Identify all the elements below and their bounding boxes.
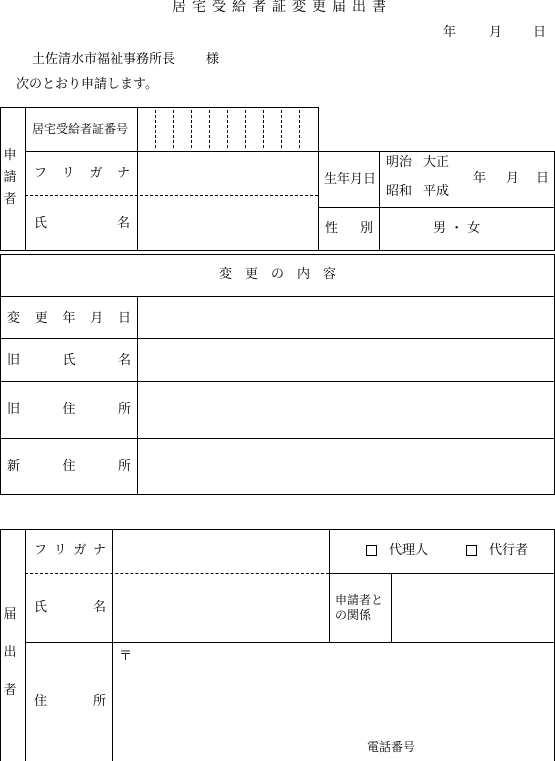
era-heisei: 平成 [423,184,450,199]
rule [391,573,392,642]
furigana-label: フ リ ガ ナ [34,166,130,181]
relation-label-line2: の関係 [335,608,372,622]
proxy-label: 代理人 [389,543,429,558]
submitter-address-field[interactable] [114,666,553,736]
name-label: 氏 名 [34,216,130,231]
agent-label: 代行者 [489,543,529,558]
rule [0,250,555,251]
new-address-label: 新 住 所 [7,459,131,474]
relation-field[interactable] [393,575,553,641]
cert-number-field[interactable] [140,109,316,149]
rule [0,107,1,250]
proxy-checkbox[interactable] [366,545,377,556]
phone-label: 電話番号 [367,740,416,754]
submitter-name-field[interactable] [114,576,327,640]
old-address-field[interactable] [139,383,553,437]
submitter-furigana-label: フ リ ガ ナ [34,543,106,558]
rule [0,338,555,339]
submitter-section-label: 届 出 者 [3,607,17,698]
relation-label-line1: 申請者と [335,593,384,607]
rule [329,529,330,642]
dashed-rule [25,573,329,574]
rule [0,107,318,108]
dashed-rule [25,195,318,196]
rule [0,438,555,439]
birth-day-label: 日 [536,171,550,186]
rule [25,107,26,250]
rule [318,151,555,152]
rule [0,254,555,255]
old-name-label: 旧 氏 名 [7,353,131,368]
rule [137,296,138,494]
old-name-field[interactable] [139,340,553,380]
rule [0,529,1,761]
intro-text: 次のとおり申請します。 [16,77,158,92]
change-content-title: 変更の内容 [219,267,350,282]
rule [25,529,26,761]
cert-number-label: 居宅受給者証番号 [32,122,129,136]
rule [112,529,113,761]
applicant-section-label: 申 請 者 [3,148,17,207]
sex-label: 性 別 [325,221,373,236]
submitter-furigana-field[interactable] [114,531,327,571]
birth-year-label: 年 [473,171,487,186]
rule [318,107,319,250]
rule [0,529,555,530]
rule [318,207,555,208]
rule [25,642,555,643]
era-taisho: 大正 [423,155,450,170]
new-address-field[interactable] [139,440,553,493]
rule [0,296,555,297]
era-showa: 昭和 [386,184,413,199]
date-day-label: 日 [533,25,547,40]
rule [137,107,138,250]
furigana-field[interactable] [139,153,316,193]
name-field[interactable] [139,198,316,248]
old-address-label: 旧 住 所 [7,402,131,417]
change-date-label: 変 更 年 月 日 [7,311,131,326]
rule [379,151,380,250]
rule [0,254,1,495]
change-date-field[interactable] [139,298,553,337]
rule [0,494,555,495]
era-meiji: 明治 [386,155,413,170]
postal-mark: 〒 [119,649,133,664]
addressee-office: 土佐清水市福祉事務所長 [32,52,176,67]
sex-options[interactable]: 男 ・ 女 [433,221,481,236]
form-title: 居宅受給者証変更届出書 [172,0,392,15]
submitter-address-label: 住 所 [34,694,106,709]
birth-date-label: 生年月日 [324,172,377,187]
rule [25,151,318,152]
agent-checkbox[interactable] [466,545,477,556]
submitter-name-label: 氏 名 [34,600,106,615]
date-month-label: 月 [489,25,503,40]
date-year-label: 年 [443,25,457,40]
birth-month-label: 月 [506,171,520,186]
rule [329,573,555,574]
addressee-suffix: 様 [206,52,220,67]
rule [0,381,555,382]
